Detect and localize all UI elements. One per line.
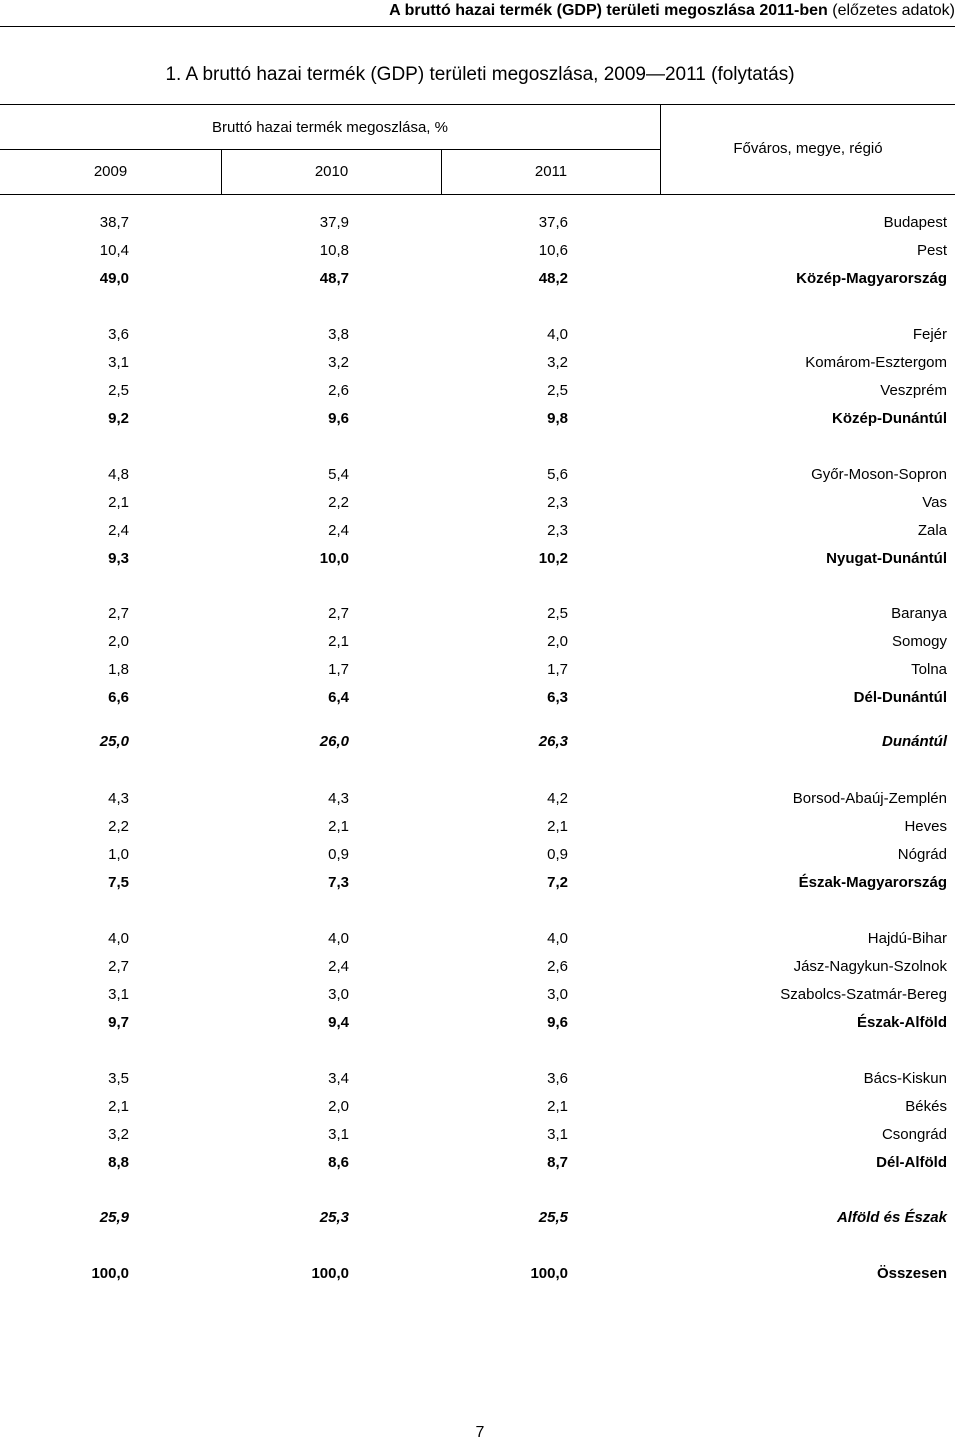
region-name: Vas	[922, 494, 947, 511]
year-header-2009: 2009	[93, 163, 128, 180]
table-row	[0, 521, 955, 541]
table-row	[0, 660, 955, 680]
value-2009: 2,7	[108, 958, 129, 975]
region-name: Zala	[917, 522, 947, 539]
value-2010: 3,1	[328, 1126, 349, 1143]
region-name: Győr-Moson-Sopron	[811, 466, 947, 483]
value-2011: 4,0	[547, 326, 568, 343]
table-row	[0, 1013, 955, 1033]
table-row	[0, 789, 955, 809]
region-name: Dél-Alföld	[876, 1154, 947, 1171]
value-2010: 37,9	[319, 214, 349, 231]
table-row	[0, 1069, 955, 1089]
value-2010: 2,0	[328, 1098, 349, 1115]
value-2009: 2,2	[108, 818, 129, 835]
value-2010: 100,0	[311, 1265, 349, 1282]
value-2011: 3,2	[547, 354, 568, 371]
value-2010: 10,8	[319, 242, 349, 259]
value-2011: 26,3	[538, 733, 568, 750]
value-2010: 8,6	[328, 1154, 349, 1171]
region-name: Somogy	[891, 633, 947, 650]
value-2010: 4,0	[328, 930, 349, 947]
value-2010: 2,1	[328, 818, 349, 835]
value-2010: 9,4	[328, 1014, 349, 1031]
table-row	[0, 493, 955, 513]
year-header-2011: 2011	[534, 163, 568, 180]
value-2011: 2,5	[547, 382, 568, 399]
value-2009: 2,1	[108, 494, 129, 511]
value-2011: 6,3	[547, 689, 568, 706]
value-2009: 3,6	[108, 326, 129, 343]
region-name: Jász-Nagykun-Szolnok	[793, 958, 947, 975]
value-2009: 3,1	[108, 354, 129, 371]
value-2010: 1,7	[328, 661, 349, 678]
region-name: Alföld és Észak	[836, 1209, 947, 1226]
page-number: 7	[475, 1424, 485, 1441]
value-2011: 2,3	[547, 494, 568, 511]
value-2009: 2,1	[108, 1098, 129, 1115]
value-2010: 2,2	[328, 494, 349, 511]
region-name: Békés	[905, 1098, 947, 1115]
value-2011: 37,6	[538, 214, 568, 231]
running-header-title: A bruttó hazai termék (GDP) területi megoszlása 2011-ben	[389, 2, 828, 19]
running-header-note: (előzetes adatok)	[832, 2, 955, 19]
table-row	[0, 632, 955, 652]
value-2011: 48,2	[538, 270, 568, 287]
table-row	[0, 1125, 955, 1145]
region-name: Bács-Kiskun	[863, 1070, 947, 1087]
value-2011: 8,7	[547, 1154, 568, 1171]
value-2011: 4,2	[547, 790, 568, 807]
value-2009: 2,5	[108, 382, 129, 399]
value-2009: 25,0	[99, 733, 129, 750]
value-2010: 26,0	[319, 733, 349, 750]
region-name: Dunántúl	[882, 733, 947, 750]
value-2009: 2,7	[108, 605, 129, 622]
value-2009: 3,1	[108, 986, 129, 1003]
value-2009: 3,2	[108, 1126, 129, 1143]
value-2011: 25,5	[538, 1209, 568, 1226]
value-2009: 25,9	[99, 1209, 129, 1226]
value-2009: 1,0	[108, 846, 129, 863]
table-row	[0, 213, 955, 233]
value-2009: 2,0	[108, 633, 129, 650]
value-2011: 3,0	[547, 986, 568, 1003]
value-2011: 2,6	[547, 958, 568, 975]
value-2010: 2,6	[328, 382, 349, 399]
value-2010: 0,9	[328, 846, 349, 863]
table-row	[0, 381, 955, 401]
value-2010: 2,4	[328, 522, 349, 539]
region-name: Közép-Dunántúl	[832, 410, 947, 427]
value-2011: 1,7	[547, 661, 568, 678]
region-name: Észak-Alföld	[856, 1014, 947, 1031]
table-row	[0, 1097, 955, 1117]
value-2009: 4,8	[108, 466, 129, 483]
value-2010: 3,0	[328, 986, 349, 1003]
value-2011: 0,9	[547, 846, 568, 863]
table-row	[0, 465, 955, 485]
value-2010: 5,4	[328, 466, 349, 483]
region-name: Nyugat-Dunántúl	[826, 550, 947, 567]
region-name: Közép-Magyarország	[796, 270, 947, 287]
group-column-label: Bruttó hazai termék megoszlása, %	[212, 119, 448, 136]
region-name: Fejér	[912, 326, 947, 343]
value-2009: 2,4	[108, 522, 129, 539]
value-2011: 3,1	[547, 1126, 568, 1143]
value-2011: 2,0	[547, 633, 568, 650]
value-2010: 2,1	[328, 633, 349, 650]
region-name: Pest	[916, 242, 947, 259]
value-2011: 3,6	[547, 1070, 568, 1087]
table-row	[0, 873, 955, 893]
value-2011: 4,0	[547, 930, 568, 947]
value-2010: 6,4	[328, 689, 349, 706]
value-2009: 9,3	[108, 550, 129, 567]
value-2009: 3,5	[108, 1070, 129, 1087]
table-row	[0, 409, 955, 429]
region-name: Nógrád	[897, 846, 947, 863]
table-row	[0, 688, 955, 708]
table-row	[0, 957, 955, 977]
value-2009: 4,3	[108, 790, 129, 807]
region-name: Csongrád	[881, 1126, 947, 1143]
region-name: Borsod-Abaúj-Zemplén	[792, 790, 947, 807]
value-2009: 9,2	[108, 410, 129, 427]
table-row	[0, 845, 955, 865]
value-2009: 7,5	[108, 874, 129, 891]
value-2011: 10,2	[538, 550, 568, 567]
value-2011: 2,1	[547, 1098, 568, 1115]
value-2010: 4,3	[328, 790, 349, 807]
value-2010: 3,8	[328, 326, 349, 343]
value-2010: 48,7	[319, 270, 349, 287]
table-row	[0, 1264, 955, 1284]
value-2011: 5,6	[547, 466, 568, 483]
region-name: Hajdú-Bihar	[867, 930, 947, 947]
region-name: Dél-Dunántúl	[853, 689, 947, 706]
value-2009: 38,7	[99, 214, 129, 231]
region-column-header: Főváros, megye, régió	[733, 140, 883, 157]
value-2010: 2,4	[328, 958, 349, 975]
region-name: Szabolcs-Szatmár-Bereg	[780, 986, 947, 1003]
table-title: 1. A bruttó hazai termék (GDP) területi megoszlása, 2009—2011 (folytatás)	[165, 64, 795, 85]
table-row	[0, 817, 955, 837]
value-2011: 2,3	[547, 522, 568, 539]
year-header-2010: 2010	[314, 163, 349, 180]
table-row	[0, 549, 955, 569]
header-divider	[0, 149, 660, 150]
value-2010: 7,3	[328, 874, 349, 891]
table-row	[0, 732, 955, 752]
table-row	[0, 269, 955, 289]
value-2011: 2,1	[547, 818, 568, 835]
value-2010: 3,4	[328, 1070, 349, 1087]
value-2009: 1,8	[108, 661, 129, 678]
table-row	[0, 241, 955, 261]
value-2009: 10,4	[99, 242, 129, 259]
region-name: Budapest	[883, 214, 947, 231]
running-header	[0, 0, 955, 27]
value-2009: 9,7	[108, 1014, 129, 1031]
value-2011: 9,8	[547, 410, 568, 427]
region-name: Heves	[904, 818, 947, 835]
region-name: Összesen	[876, 1265, 947, 1282]
value-2011: 2,5	[547, 605, 568, 622]
value-2011: 9,6	[547, 1014, 568, 1031]
value-2010: 25,3	[319, 1209, 349, 1226]
value-2011: 10,6	[538, 242, 568, 259]
table-row	[0, 929, 955, 949]
table-row	[0, 325, 955, 345]
value-2009: 6,6	[108, 689, 129, 706]
value-2011: 7,2	[547, 874, 568, 891]
value-2011: 100,0	[530, 1265, 568, 1282]
value-2010: 9,6	[328, 410, 349, 427]
region-name: Baranya	[891, 605, 947, 622]
table-row	[0, 985, 955, 1005]
value-2009: 100,0	[91, 1265, 129, 1282]
region-name: Tolna	[911, 661, 947, 678]
value-2009: 49,0	[99, 270, 129, 287]
region-name: Veszprém	[880, 382, 947, 399]
value-2010: 3,2	[328, 354, 349, 371]
table-row	[0, 1153, 955, 1173]
value-2009: 4,0	[108, 930, 129, 947]
region-name: Észak-Magyarország	[798, 874, 947, 891]
table-header	[0, 104, 955, 195]
value-2009: 8,8	[108, 1154, 129, 1171]
value-2010: 10,0	[319, 550, 349, 567]
value-2010: 2,7	[328, 605, 349, 622]
table-row	[0, 1208, 955, 1228]
table-row	[0, 353, 955, 373]
region-name: Komárom-Esztergom	[805, 354, 947, 371]
table-row	[0, 604, 955, 624]
